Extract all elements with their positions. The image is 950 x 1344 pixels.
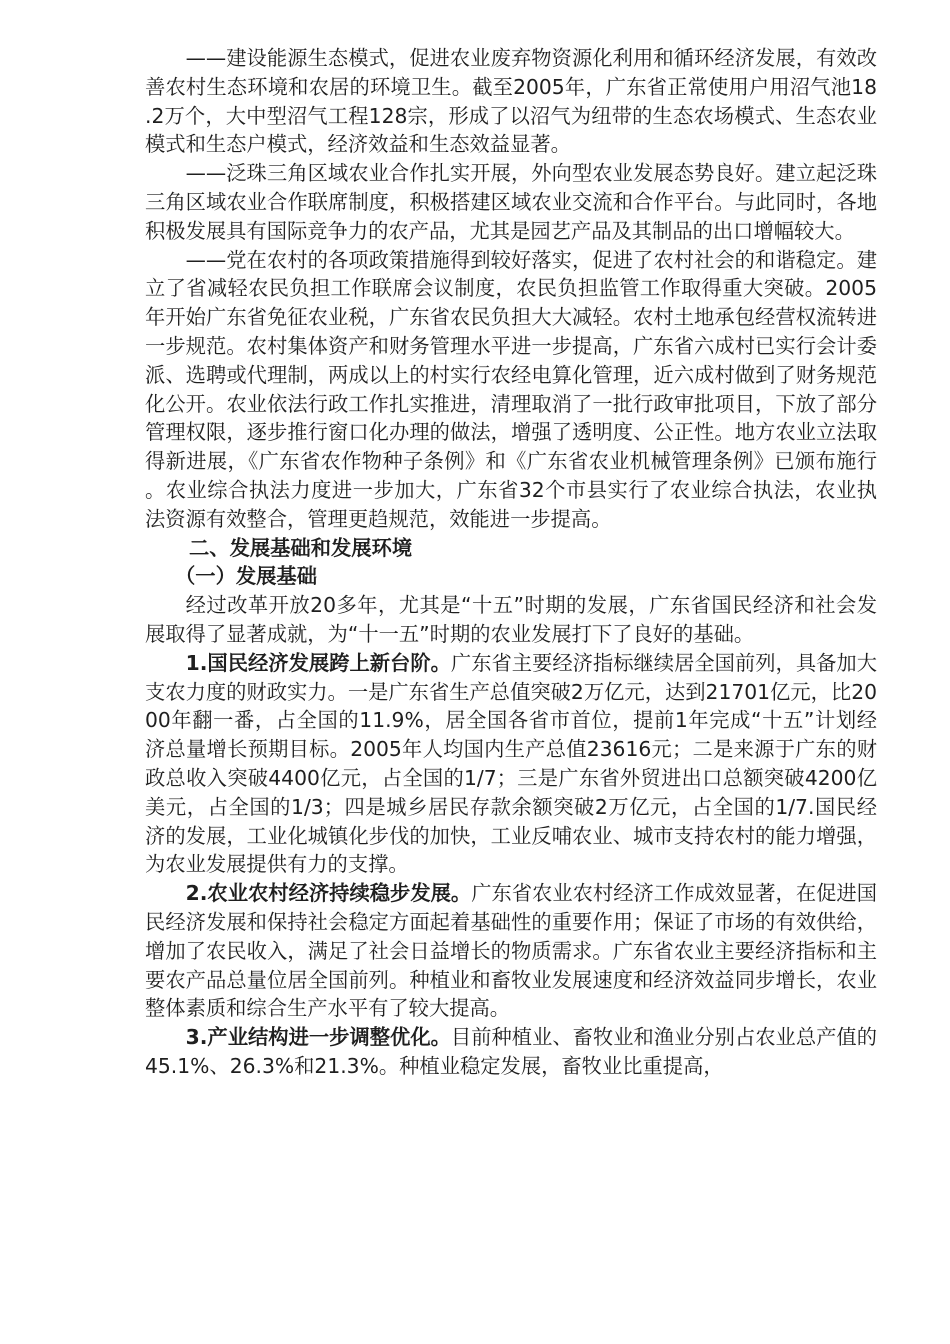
paragraph-energy-ecology: ——建设能源生态模式，促进农业废弃物资源化利用和循环经济发展，有效改善农村生态环境和农居的环境卫生。截至2005年，广东省正常使用户用沼气池18.2万个，大中型沼气工程128宗，形成了以沼气为纽带的生态农场模式、生态农业模式和生态户模式，经济效益和生态效益显著。 [145,46,877,157]
item-1-lead: 1.国民经济发展跨上新台阶。 [185,650,451,675]
paragraph-rural-policy: ——党在农村的各项政策措施得到较好落实，促进了农村社会的和谐稳定。建立了省减轻农民负担工作联席会议制度，农民负担监管工作取得重大突破。2005年开始广东省免征农业税，广东省农民负担大大减轻。农村土地承包经营权流转进一步规范。农村集体资产和财务管理水平进一步提高，广东省六成村已实行会计委派、选聘或代理制，两成以上的村实行农经电算化管理，近六成村做到了财务规范化公开。农业依法行政工作扎实推进，清理取消了一批行政审批项目，下放了部分管理权限，逐步推行窗口化办理的做法，增强了透明度、公正性。地方农业立法取得新进展，《广东省农作物种子条例》和《广东省农业机械管理条例》已颁布施行。农业综合执法力度进一步加大，广东省32个市县实行了农业综合执法，农业执法资源有效整合，管理更趋规范，效能进一步提高。 [145,247,877,531]
section-heading: 二、发展基础和发展环境 [189,535,413,560]
item-2-lead: 2.农业农村经济持续稳步发展。 [185,881,472,906]
paragraph-item-2 [145,879,877,1023]
item-3-body: 目前种植业、畜牧业和渔业分别占农业总产值的45.1%、26.3%和21.3%。种植业稳定发展，畜牧业比重提高， [145,1025,877,1078]
paragraph-item-3 [145,1023,877,1081]
paragraph-pan-prd-cooperation: ——泛珠三角区域农业合作扎实开展，外向型农业发展态势良好。建立起泛珠三角区域农业合作联席制度，积极搭建区域农业交流和合作平台。与此同时，各地积极发展具有国际竞争力的农产品，尤其是园艺产品及其制品的出口增幅较大。 [145,161,877,243]
item-3-lead: 3.产业结构进一步调整优化。 [185,1025,451,1050]
subsection-heading: （一）发展基础 [175,564,317,589]
document-body [145,44,877,1081]
paragraph-intro: 经过改革开放20多年，尤其是“十五”时期的发展，广东省国民经济和社会发展取得了显著成就，为“十一五”时期的农业发展打下了良好的基础。 [145,593,877,646]
paragraph-item-1 [145,649,877,879]
item-2-body: 广东省农业农村经济工作成效显著，在促进国民经济发展和保持社会稳定方面起着基础性的重要作用；保证了市场的有效供给，增加了农民收入，满足了社会日益增长的物质需求。广东省农业主要经济指标和主要农产品总量位居全国前列。种植业和畜牧业发展速度和经济效益同步增长，农业整体素质和综合生产水平有了较大提高。 [145,881,877,1021]
item-1-body: 广东省主要经济指标继续居全国前列，具备加大支农力度的财政实力。一是广东省生产总值突破2万亿元，达到21701亿元，比2000年翻一番，占全国的11.9%，居全国各省市首位，提前1年完成“十五”计划经济总量增长预期目标。2005年人均国内生产总值23616元；二是来源于广东的财政总收入突破4400亿元，占全国的1/7；三是广东省外贸进出口总额突破4200亿美元，占全国的1/3；四是城乡居民存款余额突破2万亿元，占全国的1/7.国民经济的发展，工业化城镇化步伐的加快，工业反哺农业、城市支持农村的能力增强，为农业发展提供有力的支撑。 [145,650,877,877]
